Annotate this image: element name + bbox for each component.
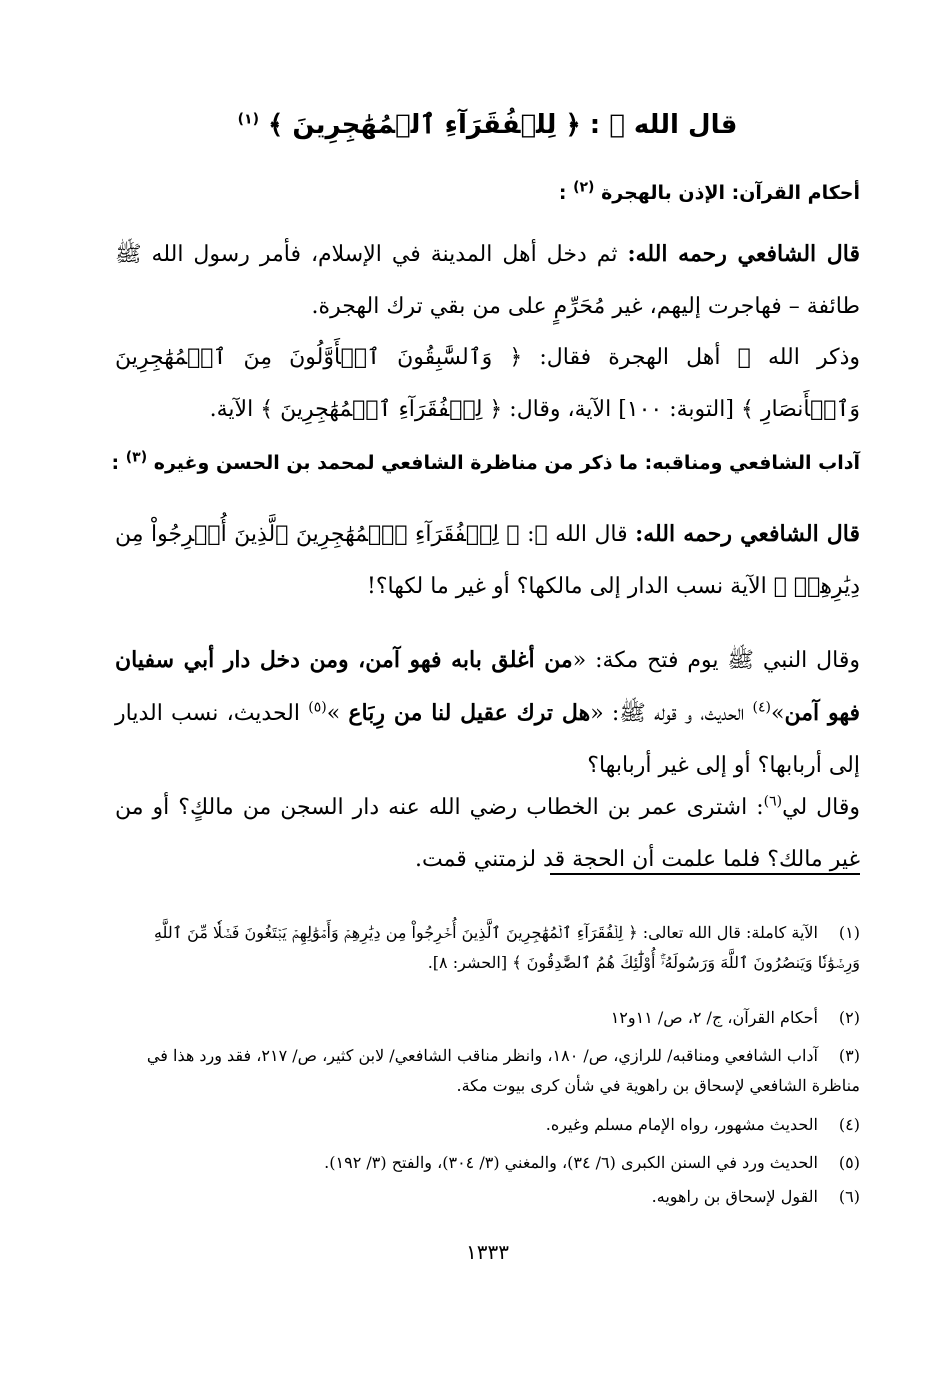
footnote-2 [115,1003,860,1033]
footnote-number: (٣) [838,1046,860,1065]
paragraph-text: وقال النبي ﷺ يوم فتح مكة: « [572,648,861,673]
paragraph-4 [115,634,860,792]
footnote-ref: (٤) [752,699,771,716]
paragraph-text: وقال لي [782,795,860,820]
paragraph-2 [115,332,860,436]
footnote-number: (٢) [838,1008,860,1027]
paragraph-text: الحديث، نسب الديار إلى أربابها؟ أو إلى غير أربابها؟ [115,701,860,778]
paragraph-lead: قال الشافعي رحمه الله: [627,241,860,267]
quote-close: » [326,701,349,726]
paragraph-3 [115,508,860,613]
footnote-4 [115,1110,860,1140]
paragraph-lead: قال الشافعي رحمه الله: [635,521,860,547]
section-title-hijra [115,179,860,204]
main-heading [115,110,860,140]
section-title-text: أحكام القرآن: الإذن بالهجرة [601,182,860,204]
heading-verse: ﴿ لِلۡفُقَرَآءِ ٱلۡمُهَٰجِرِينَ ﴾ [268,110,581,140]
section-title-text: آداب الشافعي ومناقبه: ما ذكر من مناظرة الشافعي لمحمد بن الحسن وغيره [153,452,860,474]
paragraph-5 [115,782,860,886]
footnote-text: أحكام القرآن، ج/ ٢، ص/ ١١و١٢ [610,1008,818,1027]
section-title-adab [111,449,860,474]
footnote-1 [115,918,860,978]
footnote-3 [115,1041,860,1101]
footnote-ref: (٥) [308,699,327,716]
footnote-text: القول لإسحاق بن راهويه. [651,1187,818,1206]
paragraph-1 [115,228,860,333]
footnote-divider [550,873,860,875]
hadith-quote: من أغلق بابه فهو آمن، ومن دخل دار أبي سفيان فهو آمن [115,647,861,726]
footnote-number: (٥) [838,1153,860,1172]
paragraph-text: الحديث، و قوله ﷺ: « [590,701,753,726]
footnote-text: آداب الشافعي ومناقبه/ للرازي، ص/ ١٨٠، وانظر مناقب الشافعي/ لابن كثير، ص/ ٢١٧، فقد ورد هذا في مناظرة الشافعي لإسحاق بن راهوية في شأن كرى بيوت مكة. [146,1046,860,1095]
heading-footnote-ref: (١) [237,111,259,128]
paragraph-text: قال الله ﷻ: ﴿ لِلۡفُقَرَآءِ ٱلۡمُهَٰجِرِينَ ٱلَّذِينَ أُخۡرِجُواْ مِن دِيَٰرِهِمۡ ﴾ الآية نسب الدار إلى مالكها؟ أو غير ما لكها؟! [115,522,860,599]
footnote-5 [115,1148,860,1178]
footnote-number: (٤) [838,1115,860,1134]
footnote-text: الحديث مشهور، رواه الإمام مسلم وغيره. [545,1115,818,1134]
footnote-text: الآية كاملة: قال الله تعالى: ﴿ لِلۡفُقَرَآءِ ٱلۡمُهَٰجِرِينَ ٱلَّذِينَ أُخۡرِجُواْ مِن دِيَٰرِهِمۡ وَأَمۡوَٰلِهِمۡ يَبۡتَغُونَ فَضۡلٗا مِّنَ ٱللَّهِ وَرِضۡوَٰنٗا وَيَنصُرُونَ ٱللَّهَ وَرَسُولَهُۥٓۚ أُوْلَٰٓئِكَ هُمُ ٱلصَّٰدِقُونَ ﴾ [الحشر: ٨]. [153,923,860,972]
book-page [111,0,861,1387]
section-footnote-ref: (٣) [125,449,148,466]
page-number: ١٣٣٣ [466,1240,509,1264]
paragraph-text: وذكر الله ﷻ أهل الهجرة فقال: ﴿ وَٱلسَّٰبِقُونَ ٱلۡأَوَّلُونَ مِنَ ٱلۡمُهَٰجِرِينَ وَٱلۡأَنصَارِ ﴾ [التوبة: ١٠٠] الآية، وقال: ﴿ لِلۡفُقَرَآءِ ٱلۡمُهَٰجِرِينَ ﴾ الآية. [115,345,860,422]
footnote-text: الحديث ورد في السنن الكبرى (٦/ ٣٤)، والمغني (٣/ ٣٠٤)، والفتح (٣/ ١٩٢). [324,1153,818,1172]
footnote-ref: (٦) [763,793,783,810]
paragraph-text: ثم دخل أهل المدينة في الإسلام، فأمر رسول الله ﷺ طائفة – فهاجرت إليهم، غير مُحَرِّمٍ على من بقي ترك الهجرة. [115,242,860,319]
footnote-number: (٦) [838,1187,860,1206]
paragraph-text: : اشترى عمر بن الخطاب رضي الله عنه دار السجن من مالكٍ؟ أو من غير مالك؟ فلما علمت أن الحجة قد لزمتني قمت. [115,795,860,872]
quote-close: » [770,701,785,726]
heading-prefix: قال الله ﷻ : [589,110,738,140]
section-colon: : [558,182,567,204]
footnote-number: (١) [838,923,860,942]
section-footnote-ref: (٢) [573,179,595,196]
hadith-quote: هل ترك عقيل لنا من رِبَاع [348,700,591,726]
section-colon: : [111,452,120,474]
footnote-6 [115,1182,860,1212]
